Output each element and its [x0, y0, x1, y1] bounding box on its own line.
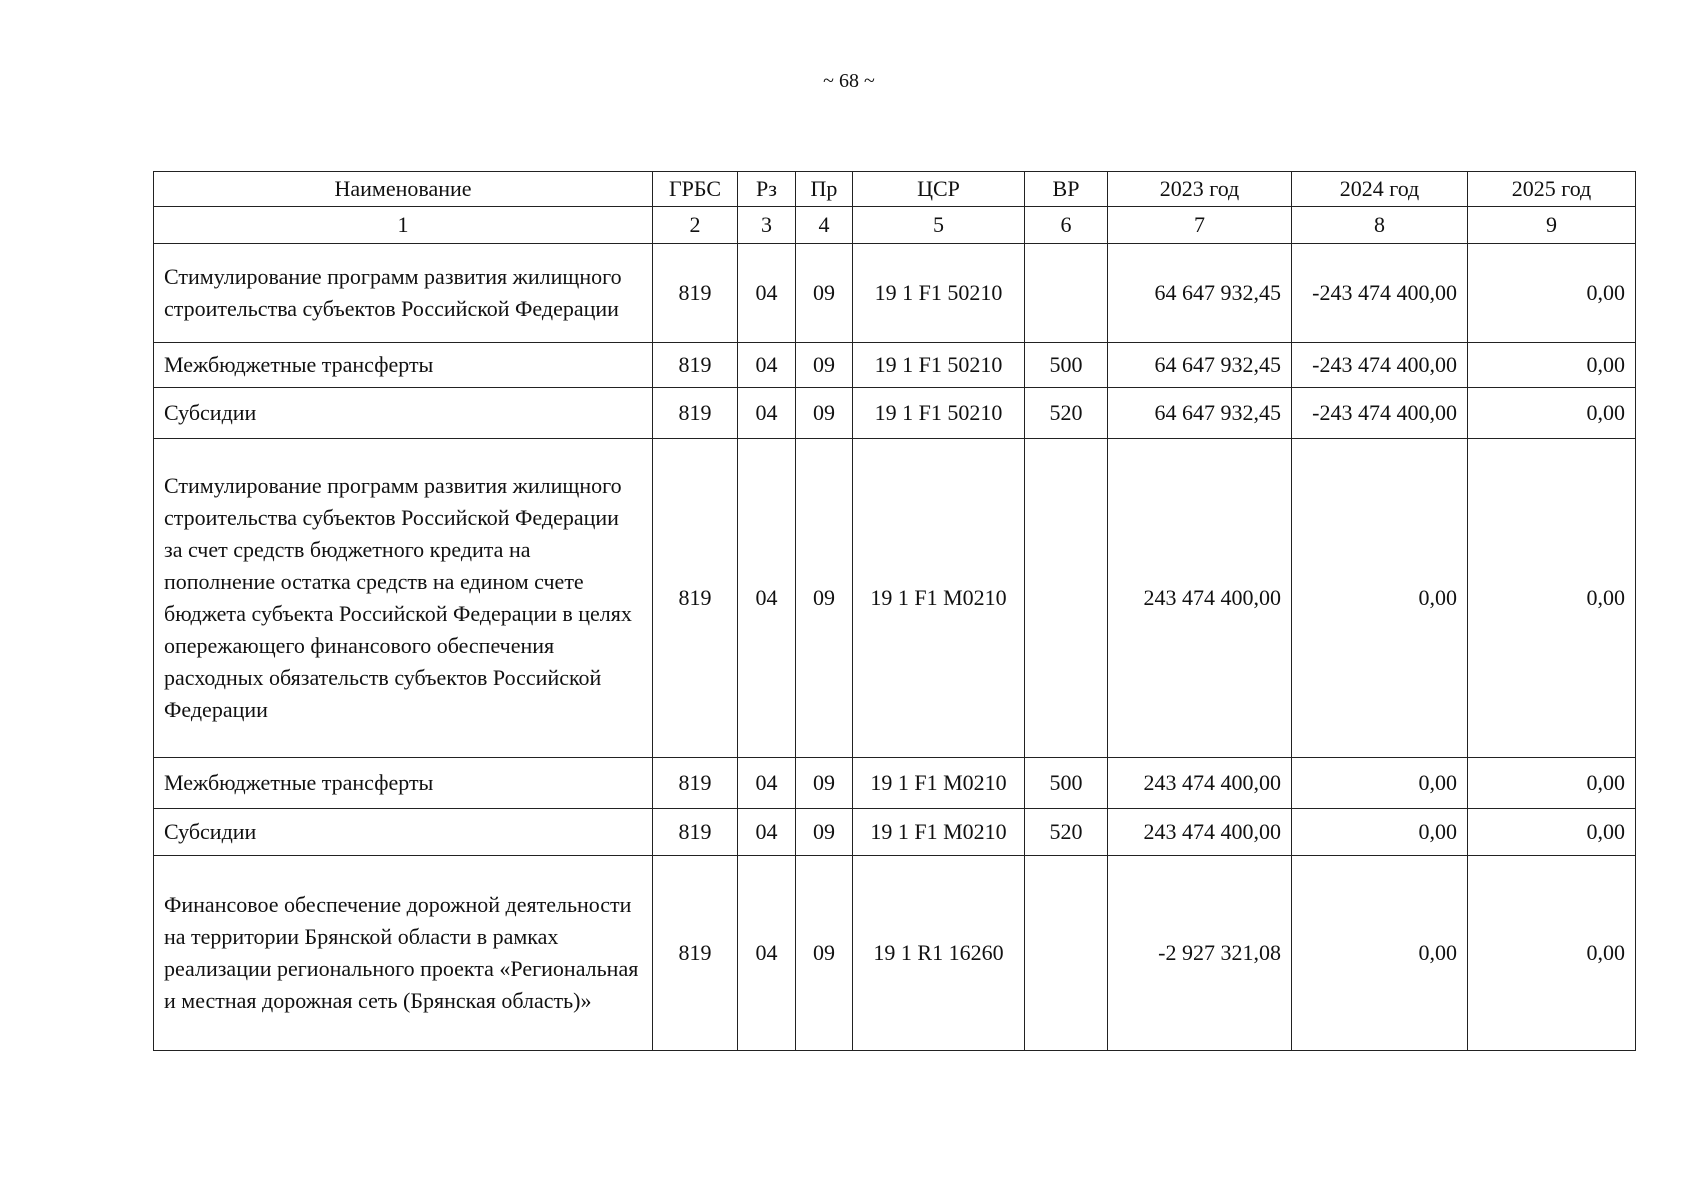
row-2023: 243 474 400,00: [1108, 439, 1292, 758]
row-2023: 243 474 400,00: [1108, 758, 1292, 809]
row-grbs: 819: [653, 343, 738, 388]
row-rz: 04: [738, 856, 796, 1051]
row-vr: [1025, 244, 1108, 343]
row-vr: [1025, 856, 1108, 1051]
column-number: 7: [1108, 207, 1292, 244]
header-vr: ВР: [1025, 172, 1108, 207]
row-2025: 0,00: [1468, 343, 1636, 388]
row-2025: 0,00: [1468, 758, 1636, 809]
row-2023: 64 647 932,45: [1108, 388, 1292, 439]
column-number: 6: [1025, 207, 1108, 244]
row-pr: 09: [796, 343, 853, 388]
row-csr: 19 1 F1 50210: [853, 343, 1025, 388]
row-csr: 19 1 F1 M0210: [853, 758, 1025, 809]
column-number-row: [154, 207, 1636, 244]
header-csr: ЦСР: [853, 172, 1025, 207]
table-row: [154, 439, 1636, 758]
row-2024: 0,00: [1292, 758, 1468, 809]
row-2023: 64 647 932,45: [1108, 343, 1292, 388]
column-number: 9: [1468, 207, 1636, 244]
table-row: [154, 244, 1636, 343]
row-vr: 520: [1025, 809, 1108, 856]
row-csr: 19 1 F1 M0210: [853, 439, 1025, 758]
row-2025: 0,00: [1468, 856, 1636, 1051]
column-number: 5: [853, 207, 1025, 244]
row-rz: 04: [738, 244, 796, 343]
header-2025: 2025 год: [1468, 172, 1636, 207]
row-pr: 09: [796, 439, 853, 758]
row-name: Стимулирование программ развития жилищного строительства субъектов Российской Федерации за счет средств бюджетного кредита на пополнение остатка средств на едином счете бюджета субъекта Российской Федерации в целях опережающего финансового обеспечения расходных обязательств субъектов Российской Федерации: [154, 439, 653, 758]
row-2025: 0,00: [1468, 439, 1636, 758]
column-number: 1: [154, 207, 653, 244]
row-grbs: 819: [653, 758, 738, 809]
table-row: [154, 758, 1636, 809]
row-2023: -2 927 321,08: [1108, 856, 1292, 1051]
table-row: [154, 388, 1636, 439]
row-2025: 0,00: [1468, 388, 1636, 439]
row-rz: 04: [738, 388, 796, 439]
row-2024: -243 474 400,00: [1292, 244, 1468, 343]
row-name: Межбюджетные трансферты: [154, 343, 653, 388]
row-name: Финансовое обеспечение дорожной деятельности на территории Брянской области в рамках реализации регионального проекта «Региональная и местная дорожная сеть (Брянская область)»: [154, 856, 653, 1051]
page-number: ~ 68 ~: [823, 70, 875, 92]
row-grbs: 819: [653, 244, 738, 343]
row-2024: 0,00: [1292, 809, 1468, 856]
row-rz: 04: [738, 758, 796, 809]
header-2023: 2023 год: [1108, 172, 1292, 207]
row-pr: 09: [796, 809, 853, 856]
row-name: Субсидии: [154, 809, 653, 856]
header-2024: 2024 год: [1292, 172, 1468, 207]
row-rz: 04: [738, 343, 796, 388]
row-pr: 09: [796, 856, 853, 1051]
row-2023: 243 474 400,00: [1108, 809, 1292, 856]
row-2023: 64 647 932,45: [1108, 244, 1292, 343]
row-vr: [1025, 439, 1108, 758]
header-grbs: ГРБС: [653, 172, 738, 207]
row-2025: 0,00: [1468, 244, 1636, 343]
row-2024: 0,00: [1292, 439, 1468, 758]
column-number: 3: [738, 207, 796, 244]
row-vr: 520: [1025, 388, 1108, 439]
header-rz: Рз: [738, 172, 796, 207]
row-grbs: 819: [653, 809, 738, 856]
row-2024: 0,00: [1292, 856, 1468, 1051]
row-name: Субсидии: [154, 388, 653, 439]
header-name: Наименование: [154, 172, 653, 207]
row-csr: 19 1 F1 50210: [853, 244, 1025, 343]
row-rz: 04: [738, 809, 796, 856]
budget-table: [153, 171, 1636, 1051]
column-number: 2: [653, 207, 738, 244]
table-row: [154, 343, 1636, 388]
row-2025: 0,00: [1468, 809, 1636, 856]
row-rz: 04: [738, 439, 796, 758]
row-pr: 09: [796, 388, 853, 439]
header-row: [154, 172, 1636, 207]
column-number: 8: [1292, 207, 1468, 244]
row-grbs: 819: [653, 856, 738, 1051]
row-vr: 500: [1025, 758, 1108, 809]
row-vr: 500: [1025, 343, 1108, 388]
row-csr: 19 1 R1 16260: [853, 856, 1025, 1051]
row-2024: -243 474 400,00: [1292, 388, 1468, 439]
row-grbs: 819: [653, 388, 738, 439]
table-row: [154, 856, 1636, 1051]
row-pr: 09: [796, 758, 853, 809]
row-grbs: 819: [653, 439, 738, 758]
row-csr: 19 1 F1 50210: [853, 388, 1025, 439]
row-csr: 19 1 F1 M0210: [853, 809, 1025, 856]
row-2024: -243 474 400,00: [1292, 343, 1468, 388]
table-row: [154, 809, 1636, 856]
row-name: Стимулирование программ развития жилищного строительства субъектов Российской Федерации: [154, 244, 653, 343]
column-number: 4: [796, 207, 853, 244]
row-pr: 09: [796, 244, 853, 343]
row-name: Межбюджетные трансферты: [154, 758, 653, 809]
header-pr: Пр: [796, 172, 853, 207]
